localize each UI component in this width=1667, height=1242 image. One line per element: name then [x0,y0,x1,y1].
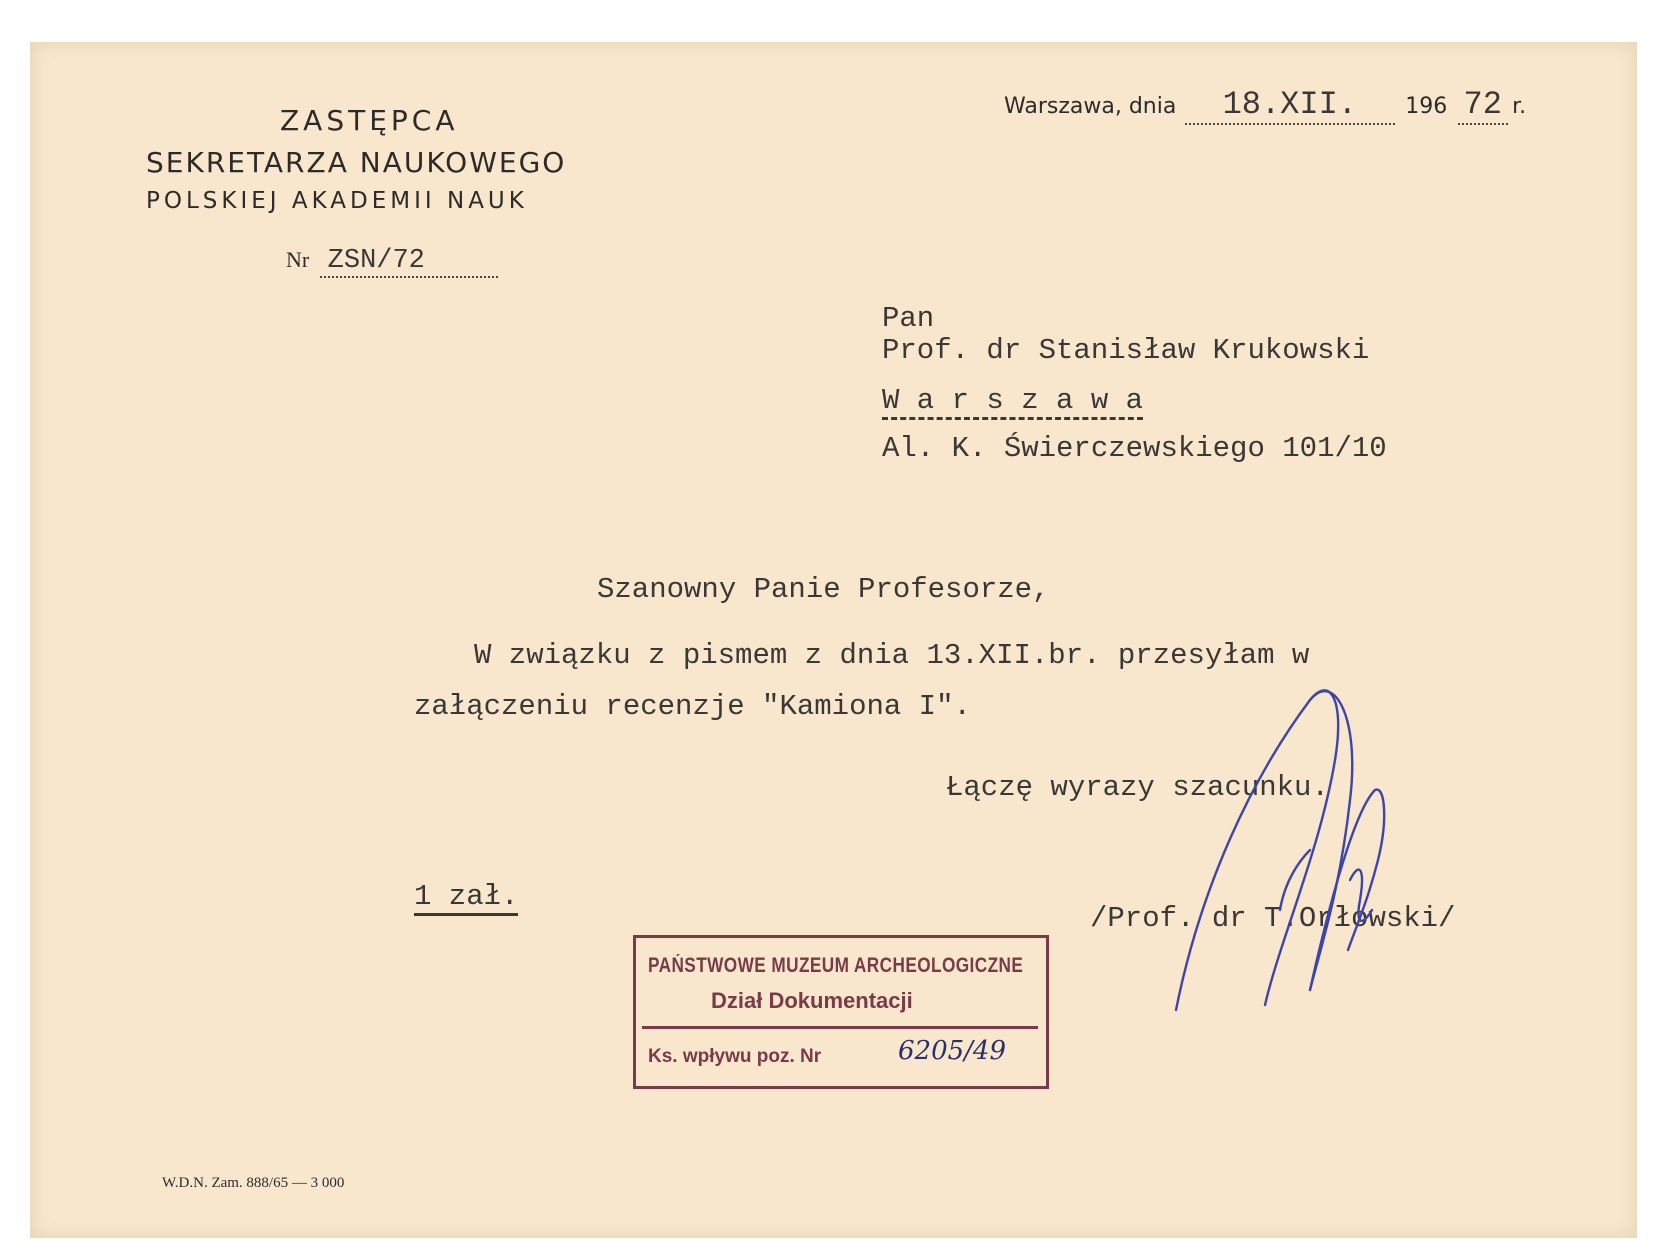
year-r: r. [1512,94,1527,119]
recipient-name: Prof. dr Stanisław Krukowski [882,334,1370,367]
attachment-note: 1 zał. [414,880,518,916]
stamp-line2: Dział Dokumentacji [711,988,913,1013]
nr-label: Nr [286,247,310,272]
year-prefix: 196 [1405,94,1448,119]
date-line [1004,86,1526,125]
museum-stamp [633,935,1049,1089]
date-value: 18.XII. [1185,86,1395,125]
letterhead-line3: POLSKIEJ AKADEMII NAUK [146,188,528,214]
nr-value: ZSN/72 [320,246,498,278]
letterhead-line2: SEKRETARZA NAUKOWEGO [146,146,567,179]
salutation: Szanowny Panie Profesorze, [597,573,1050,606]
recipient-city: W a r s z a w a [882,384,1143,420]
recipient-address: Al. K. Świerczewskiego 101/10 [882,432,1387,465]
letterhead-line1: ZASTĘPCA [280,104,459,137]
closing: Łączę wyrazy szacunku. [946,771,1329,804]
print-note: W.D.N. Zam. 888/65 — 3 000 [162,1175,345,1191]
stamp-line3-value: 6205/49 [898,1036,1007,1066]
stamp-line3-label: Ks. wpływu poz. Nr [648,1046,822,1067]
date-place: Warszawa, dnia [1004,94,1177,119]
recipient-title: Pan [882,302,935,335]
reference-number [286,246,498,278]
body-line2: załączeniu recenzje "Kamiona I". [414,690,971,723]
body-line1: W związku z pismem z dnia 13.XII.br. przesyłam w [474,639,1310,672]
signatory-name: /Prof. dr T.Orłowski/ [1090,902,1456,935]
signature [1160,660,1580,1000]
stamp-divider [642,1026,1038,1029]
year-suffix: 72 [1458,86,1508,125]
stamp-line1: PAŃSTWOWE MUZEUM ARCHEOLOGICZNE [648,954,1024,977]
